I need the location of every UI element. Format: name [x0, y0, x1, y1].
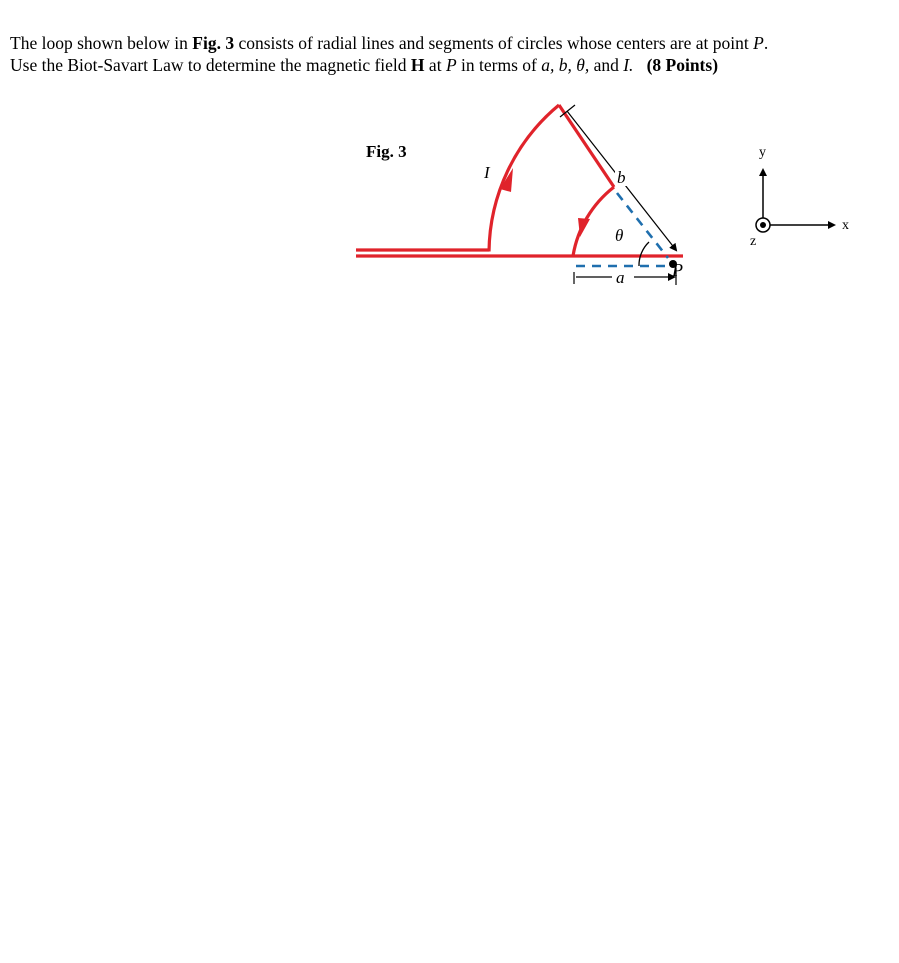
dashed-inclined-radius: [617, 193, 668, 258]
problem-line-1: The loop shown below in Fig. 3 consists of radial lines and segments of circles whose centers are at point P.: [10, 33, 769, 53]
x-axis-label: x: [842, 218, 849, 233]
points-label: (8 Points): [646, 55, 719, 75]
theta-label: θ: [615, 226, 624, 245]
current-loop: [356, 105, 683, 256]
point-p-reference: P: [753, 33, 764, 53]
z-axis-label: z: [750, 234, 757, 249]
variables-list: a, b, θ,: [541, 55, 590, 75]
b-label: b: [617, 168, 626, 187]
current-arrow-down: [578, 218, 590, 237]
fig-reference: Fig. 3: [192, 33, 235, 53]
theta-arc: [639, 242, 649, 266]
a-label: a: [616, 268, 625, 287]
point-p-label: P: [672, 260, 683, 280]
h-field-symbol: H: [410, 55, 425, 75]
z-axis-dot: [760, 222, 766, 228]
dimension-a: [574, 268, 676, 285]
outer-arc: [489, 105, 559, 252]
y-axis-label: y: [759, 145, 766, 160]
figure-caption: Fig. 3: [366, 142, 407, 161]
current-variable: I.: [623, 55, 634, 75]
point-p-reference-2: P: [445, 55, 457, 75]
current-label: I: [484, 163, 490, 182]
radial-segment: [559, 105, 614, 187]
coordinate-axes: [750, 145, 849, 249]
problem-line-2: Use the Biot-Savart Law to determine the magnetic field H at P in terms of a, b, θ, and I. (8 Points): [10, 55, 719, 75]
